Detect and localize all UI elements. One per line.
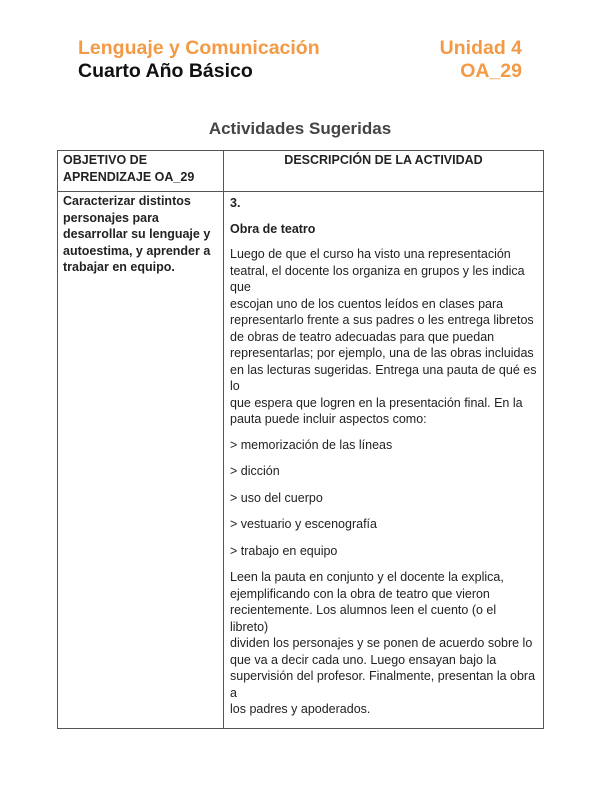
list-item: > vestuario y escenografía xyxy=(230,517,377,531)
activities-table xyxy=(57,150,544,729)
description-cell xyxy=(224,192,544,729)
activity-closing: Leen la pauta en conjunto y el docente la explica, ejemplificando con la obra de teatro que vieron recientemente. Los alumnos leen el cuento (o el libreto) dividen los personajes y se ponen de acuerdo sobre lo que va a decir cada uno. Luego ensayan bajo la supervisión del profesor. Finalmente, presentan la obra a los padres y apoderados. xyxy=(230,570,536,716)
unit-label: Unidad 4 xyxy=(439,37,522,59)
subject-title: Lenguaje y Comunicación xyxy=(78,37,320,59)
table-row xyxy=(58,192,544,729)
list-item: > memorización de las líneas xyxy=(230,437,393,452)
activity-title: Obra de teatro xyxy=(230,221,316,236)
list-item: > trabajo en equipo xyxy=(230,543,338,558)
activity-number: 3. xyxy=(230,196,241,210)
objective-cell: Caracterizar distintos personajes para desarrollar su lenguaje y autoestima, y aprender a trabajar en equipo. xyxy=(58,192,224,729)
list-item: > uso del cuerpo xyxy=(230,490,323,505)
activity-intro: Luego de que el curso ha visto una representación teatral, el docente los organiza en grupos y les indica que escojan uno de los cuentos leídos en clases para representarlo frente a sus padres o les entrega libretos de obras de teatro adecuadas para que puedan representarlas; por ejemplo, una de las obras incluidas en las lecturas sugeridas. Entrega una pauta de qué es lo que espera que logren en la presentación final. En la pauta puede incluir aspectos como: xyxy=(230,247,537,426)
description-header: DESCRIPCIÓN DE LA ACTIVIDAD xyxy=(224,151,544,192)
page-title: Actividades Sugeridas xyxy=(208,119,392,138)
table-header-row xyxy=(58,151,544,192)
header-left xyxy=(78,37,320,83)
list-item: > dicción xyxy=(230,464,280,478)
grade-title: Cuarto Año Básico xyxy=(78,60,253,82)
header-right xyxy=(440,37,522,83)
oa-label: OA_29 xyxy=(460,60,522,82)
objective-header: OBJETIVO DE APRENDIZAJE OA_29 xyxy=(58,151,224,192)
